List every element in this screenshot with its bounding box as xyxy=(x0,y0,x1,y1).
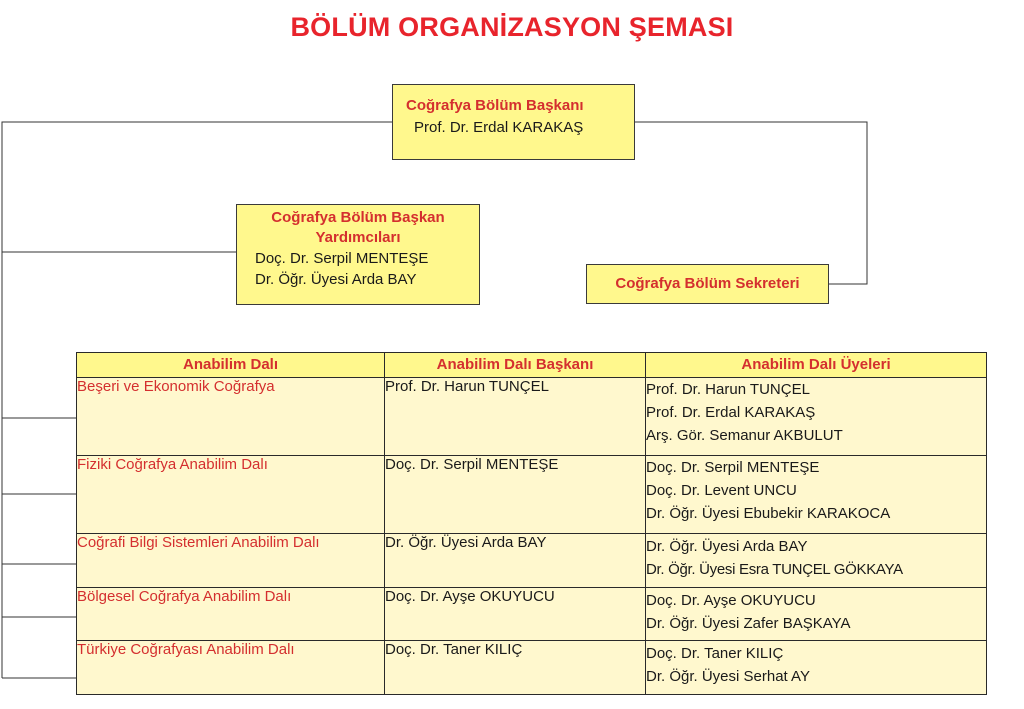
department-name: Beşeri ve Ekonomik Coğrafya xyxy=(77,378,385,456)
department-name: Fiziki Coğrafya Anabilim Dalı xyxy=(77,456,385,534)
department-members xyxy=(646,378,987,456)
secretary-box xyxy=(586,264,829,304)
member: Dr. Öğr. Üyesi Esra TUNÇEL GÖKKAYA xyxy=(646,561,903,578)
member: Doç. Dr. Levent UNCU xyxy=(646,482,797,499)
member: Arş. Gör. Semanur AKBULUT xyxy=(646,427,843,444)
deputy-role-line1: Coğrafya Bölüm Başkan xyxy=(271,209,445,226)
member: Dr. Öğr. Üyesi Serhat AY xyxy=(646,668,810,685)
department-members xyxy=(646,534,987,588)
table-row xyxy=(77,534,987,588)
department-members xyxy=(646,641,987,695)
deputy-heads-box xyxy=(236,204,480,305)
table-row xyxy=(77,588,987,641)
departments-table xyxy=(76,352,987,695)
header-department: Anabilim Dalı xyxy=(77,353,385,378)
header-chair: Anabilim Dalı Başkanı xyxy=(385,353,646,378)
deputy-person-1: Doç. Dr. Serpil MENTEŞE xyxy=(255,250,429,267)
department-chair: Doç. Dr. Taner KILIÇ xyxy=(385,641,646,695)
department-chair: Doç. Dr. Serpil MENTEŞE xyxy=(385,456,646,534)
department-members xyxy=(646,588,987,641)
member: Prof. Dr. Erdal KARAKAŞ xyxy=(646,404,816,421)
member: Dr. Öğr. Üyesi Zafer BAŞKAYA xyxy=(646,615,851,632)
department-chair: Doç. Dr. Ayşe OKUYUCU xyxy=(385,588,646,641)
member: Doç. Dr. Serpil MENTEŞE xyxy=(646,459,820,476)
table-row xyxy=(77,456,987,534)
department-name: Bölgesel Coğrafya Anabilim Dalı xyxy=(77,588,385,641)
member: Prof. Dr. Harun TUNÇEL xyxy=(646,381,810,398)
table-row xyxy=(77,378,987,456)
department-members xyxy=(646,456,987,534)
header-members: Anabilim Dalı Üyeleri xyxy=(646,353,987,378)
member: Doç. Dr. Ayşe OKUYUCU xyxy=(646,592,816,609)
member: Dr. Öğr. Üyesi Ebubekir KARAKOCA xyxy=(646,505,891,522)
table-row xyxy=(77,641,987,695)
department-chair: Prof. Dr. Harun TUNÇEL xyxy=(385,378,646,456)
page-title: BÖLÜM ORGANİZASYON ŞEMASI xyxy=(290,12,734,42)
member: Doç. Dr. Taner KILIÇ xyxy=(646,645,784,662)
department-chair: Dr. Öğr. Üyesi Arda BAY xyxy=(385,534,646,588)
member: Dr. Öğr. Üyesi Arda BAY xyxy=(646,538,808,555)
department-head-role: Coğrafya Bölüm Başkanı xyxy=(406,97,584,114)
secretary-role: Coğrafya Bölüm Sekreteri xyxy=(615,275,800,292)
department-name: Türkiye Coğrafyası Anabilim Dalı xyxy=(77,641,385,695)
table-header-row xyxy=(77,353,987,378)
department-name: Coğrafi Bilgi Sistemleri Anabilim Dalı xyxy=(77,534,385,588)
department-head-person: Prof. Dr. Erdal KARAKAŞ xyxy=(414,119,584,136)
deputy-role-line2: Yardımcıları xyxy=(315,229,401,246)
department-head-box xyxy=(392,84,635,160)
deputy-person-2: Dr. Öğr. Üyesi Arda BAY xyxy=(255,271,417,288)
connector-head-secretary xyxy=(635,122,867,284)
